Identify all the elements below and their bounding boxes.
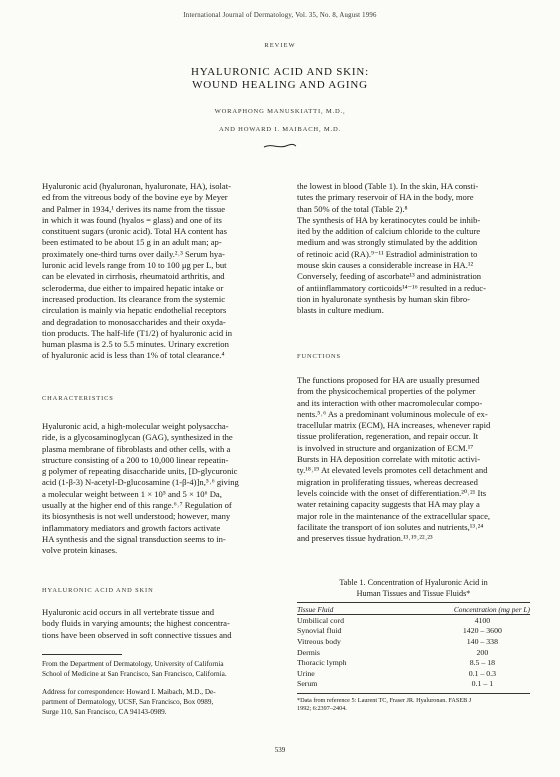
- value-cell: 1420 – 3600: [462, 626, 502, 636]
- text-line: the lowest in blood (Table 1). In the skin, HA consti-: [297, 181, 479, 191]
- text-line: increased production. Its clearance from the systemic: [42, 293, 226, 304]
- text-line: tutes the primary reservoir of HA in the body, more: [297, 192, 474, 203]
- article-title: [0, 66, 560, 92]
- text-line: proximately one-third turns over daily.²˒³ Serum hya-: [42, 248, 225, 259]
- value-cell: 8.5 – 18: [469, 658, 496, 668]
- characteristics-paragraph: [42, 421, 272, 557]
- section-label: REVIEW: [264, 42, 296, 49]
- text-line: partment of Dermatology, UCSF, San Francisco, Box 0989,: [42, 697, 214, 706]
- text-line: of hyaluronic acid is less than 1% of total clearance.⁴: [42, 350, 225, 361]
- table-bottom-rule: [297, 693, 530, 694]
- text-line: Hyaluronic acid (hyaluronan, hyaluronate, HA), isolat-: [42, 181, 231, 191]
- text-line: its biosynthesis is not well understood; however, many: [42, 511, 231, 522]
- text-line: structure consisting of a 200 to 10,000 linear repeatin-: [42, 454, 229, 465]
- journal-header: International Journal of Dermatology, Vol. 35, No. 8, August 1996: [183, 12, 377, 19]
- tissue-cell: Serum: [297, 679, 318, 689]
- text-line: in which it was found (hyalos = glass) and one of its: [42, 214, 222, 225]
- text-line: tracellular matrix (ECM), HA increases, whenever rapid: [297, 420, 491, 431]
- text-line: Hyaluronic acid, a high-molecular weight polysaccha-: [42, 421, 229, 431]
- text-line: and degradation to monosaccharides and their oxyda-: [42, 316, 226, 327]
- text-line: Hyaluronic acid occurs in all vertebrate tissue and: [42, 607, 215, 617]
- correspondence-note: [42, 688, 277, 717]
- table-row: [297, 636, 530, 647]
- text-line: water retaining capacity suggests that HA may play a: [297, 499, 480, 510]
- text-line: HA synthesis and the signal transduction seems to in-: [42, 533, 226, 544]
- tissue-cell: Synovial fluid: [297, 626, 342, 636]
- text-line: ited by the addition of calcium chloride to the culture: [297, 226, 481, 237]
- text-line: g polymer of repeating disaccharide units, [D-glycuronic: [42, 466, 238, 477]
- title-line-1: HYALURONIC ACID AND SKIN:: [191, 66, 369, 78]
- table-row: [297, 626, 530, 637]
- text-line: facilitate the transport of ion solutes and nutrients,¹³˒²⁴: [297, 521, 484, 532]
- text-line: Address for correspondence: Howard I. Maibach, M.D., De-: [42, 688, 216, 696]
- table-row: [297, 668, 530, 679]
- table-header-rule: [297, 614, 530, 615]
- text-line: volve protein kinases.: [42, 545, 118, 556]
- text-line: nents.⁵˒⁶ As a predominant voluminous molecule of ex-: [297, 408, 488, 419]
- text-line: ride, is a glycosaminoglycan (GAG), synthesized in the: [42, 432, 233, 443]
- text-line: is involved in structure and organization of ECM.¹⁷: [297, 442, 474, 453]
- text-line: Surge 110, San Francisco, CA 94143-0989.: [42, 707, 167, 716]
- text-line: been estimated to be about 15 g in an adult man; ap-: [42, 237, 222, 248]
- text-line: levels coincide with the onset of differentiation.²⁰˒²¹ Its: [297, 487, 487, 498]
- tissue-cell: Urine: [297, 668, 315, 678]
- right-top-paragraph: [297, 181, 530, 317]
- table-1-title: [297, 578, 530, 599]
- functions-paragraph: [297, 375, 530, 544]
- value-cell: 200: [476, 647, 489, 657]
- text-line: than 50% of the total (Table 2).⁸: [297, 203, 408, 214]
- text-line: *Data from reference 5: Laurent TC, Fraser JR. Hyaluronan. FASEB J: [297, 697, 472, 704]
- text-line: tions have been observed in soft connective tissues and: [42, 629, 232, 640]
- value-cell: 0.1 – 1: [471, 679, 494, 689]
- text-line: constituent sugars (uronic acid). Total HA content has: [42, 226, 227, 237]
- text-line: human plasma is 2.5 to 5.5 minutes. Urinary excretion: [42, 339, 229, 350]
- text-line: migration in proliferating tissues, whereas decreased: [297, 476, 478, 487]
- text-line: and its interaction with other macromolecular compo-: [297, 397, 483, 408]
- text-line: body fluids in varying amounts; the highest concentra-: [42, 618, 230, 629]
- text-line: of antiinflammatory corticoids¹⁴⁻¹⁶ resulted in a reduc-: [297, 282, 486, 293]
- author-2: AND HOWARD I. MAIBACH, M.D.: [219, 126, 341, 133]
- table-row: [297, 615, 530, 626]
- table-1: [297, 604, 530, 689]
- text-line: tion products. The half-life (T1/2) of hyaluronic acid in: [42, 327, 233, 338]
- column-header-tissue: Tissue Fluid: [297, 605, 334, 614]
- footnote-divider: [42, 654, 122, 655]
- text-line: from the physicochemical properties of the polymer: [297, 386, 476, 397]
- table-row: [297, 679, 530, 690]
- table-title-line-1: Table 1. Concentration of Hyaluronic Acid in: [339, 578, 488, 587]
- text-line: circulation is mainly via hepatic endothelial receptors: [42, 305, 227, 316]
- text-line: plasma membrane of fibroblasts and other cells, with a: [42, 443, 231, 454]
- skin-heading: HYALURONIC ACID AND SKIN: [42, 587, 154, 594]
- text-line: scleroderma, due either to impaired hepatic intake or: [42, 282, 224, 293]
- value-cell: 0.1 – 0.3: [468, 668, 497, 678]
- text-line: major role in the maintenance of the extracellular space,: [297, 510, 491, 521]
- text-line: usually at the higher end of this range.⁶˒⁷ Regulation of: [42, 500, 232, 511]
- text-line: medium and was strongly stimulated by the addition: [297, 237, 478, 248]
- text-line: can be elevated in cirrhosis, rheumatoid arthritis, and: [42, 271, 225, 282]
- table-footnote: [297, 697, 530, 713]
- value-cell: 140 – 338: [466, 636, 498, 646]
- skin-paragraph: [42, 607, 272, 641]
- tissue-cell: Umbilical cord: [297, 615, 344, 625]
- column-header-concentration: Concentration (mg per L): [453, 605, 530, 614]
- text-line: The synthesis of HA by keratinocytes could be inhib-: [297, 214, 481, 225]
- table-row: [297, 647, 530, 658]
- text-line: ty.¹⁸˒¹⁹ At elevated levels promotes cell detachment and: [297, 465, 488, 476]
- text-line: mouse skin causes a considerable increase in HA.¹²: [297, 260, 474, 271]
- text-line: 1992; 6:2397–2404.: [297, 705, 347, 712]
- table-title-line-2: Human Tissues and Tissue Fluids*: [356, 588, 471, 598]
- text-line: ed from the vitreous body of the bovine eye by Meyer: [42, 192, 228, 203]
- table-top-rule: [297, 602, 530, 603]
- text-line: of retinoic acid (RA).⁹⁻¹¹ Estradiol administration to: [297, 248, 478, 259]
- author-1: WORAPHONG MANUSKIATTI, M.D.,: [214, 108, 346, 115]
- text-line: inflammatory mediators and growth factors activate: [42, 522, 221, 533]
- text-line: and preserves tissue hydration.¹³˒¹⁹˒²²˒²³: [297, 533, 433, 544]
- characteristics-heading: CHARACTERISTICS: [42, 395, 114, 402]
- page-number: 539: [274, 746, 286, 754]
- title-line-2: WOUND HEALING AND AGING: [192, 79, 368, 91]
- text-line: tion in hyaluronate synthesis by human skin fibro-: [297, 293, 471, 304]
- text-line: Conversely, feeding of ascorbate¹³ and administration: [297, 271, 482, 282]
- text-line: The functions proposed for HA are usually presumed: [297, 375, 480, 385]
- text-line: From the Department of Dermatology, University of California: [42, 660, 224, 668]
- text-line: luronic acid levels range from 10 to 100 μg per L, but: [42, 260, 227, 271]
- text-line: tissue proliferation, regeneration, and repair occur. It: [297, 431, 479, 442]
- affiliation-note: [42, 660, 277, 680]
- text-line: blasts in culture medium.: [297, 305, 384, 316]
- text-line: Bursts in HA deposition correlate with mitotic activi-: [297, 454, 481, 465]
- tissue-cell: Vitreous body: [297, 636, 341, 646]
- text-line: School of Medicine at San Francisco, San Francisco, California.: [42, 669, 227, 678]
- text-line: and Palmer in 1934,¹ derives its name from the tissue: [42, 203, 226, 214]
- text-line: a molecular weight between 1 × 10⁵ and 5 × 10⁶ Da,: [42, 488, 222, 499]
- tissue-cell: Dermis: [297, 647, 320, 657]
- functions-heading: FUNCTIONS: [297, 353, 341, 360]
- tissue-cell: Thoracic lymph: [297, 658, 347, 668]
- intro-paragraph: [42, 181, 272, 362]
- table-row: [297, 657, 530, 668]
- decorative-swash-icon: [262, 142, 298, 150]
- value-cell: 4100: [474, 615, 491, 625]
- text-line: acid (1-β-3) N-acetyl-D-glucosamine (1-β-4)]n,⁵˒⁶ giving: [42, 477, 239, 488]
